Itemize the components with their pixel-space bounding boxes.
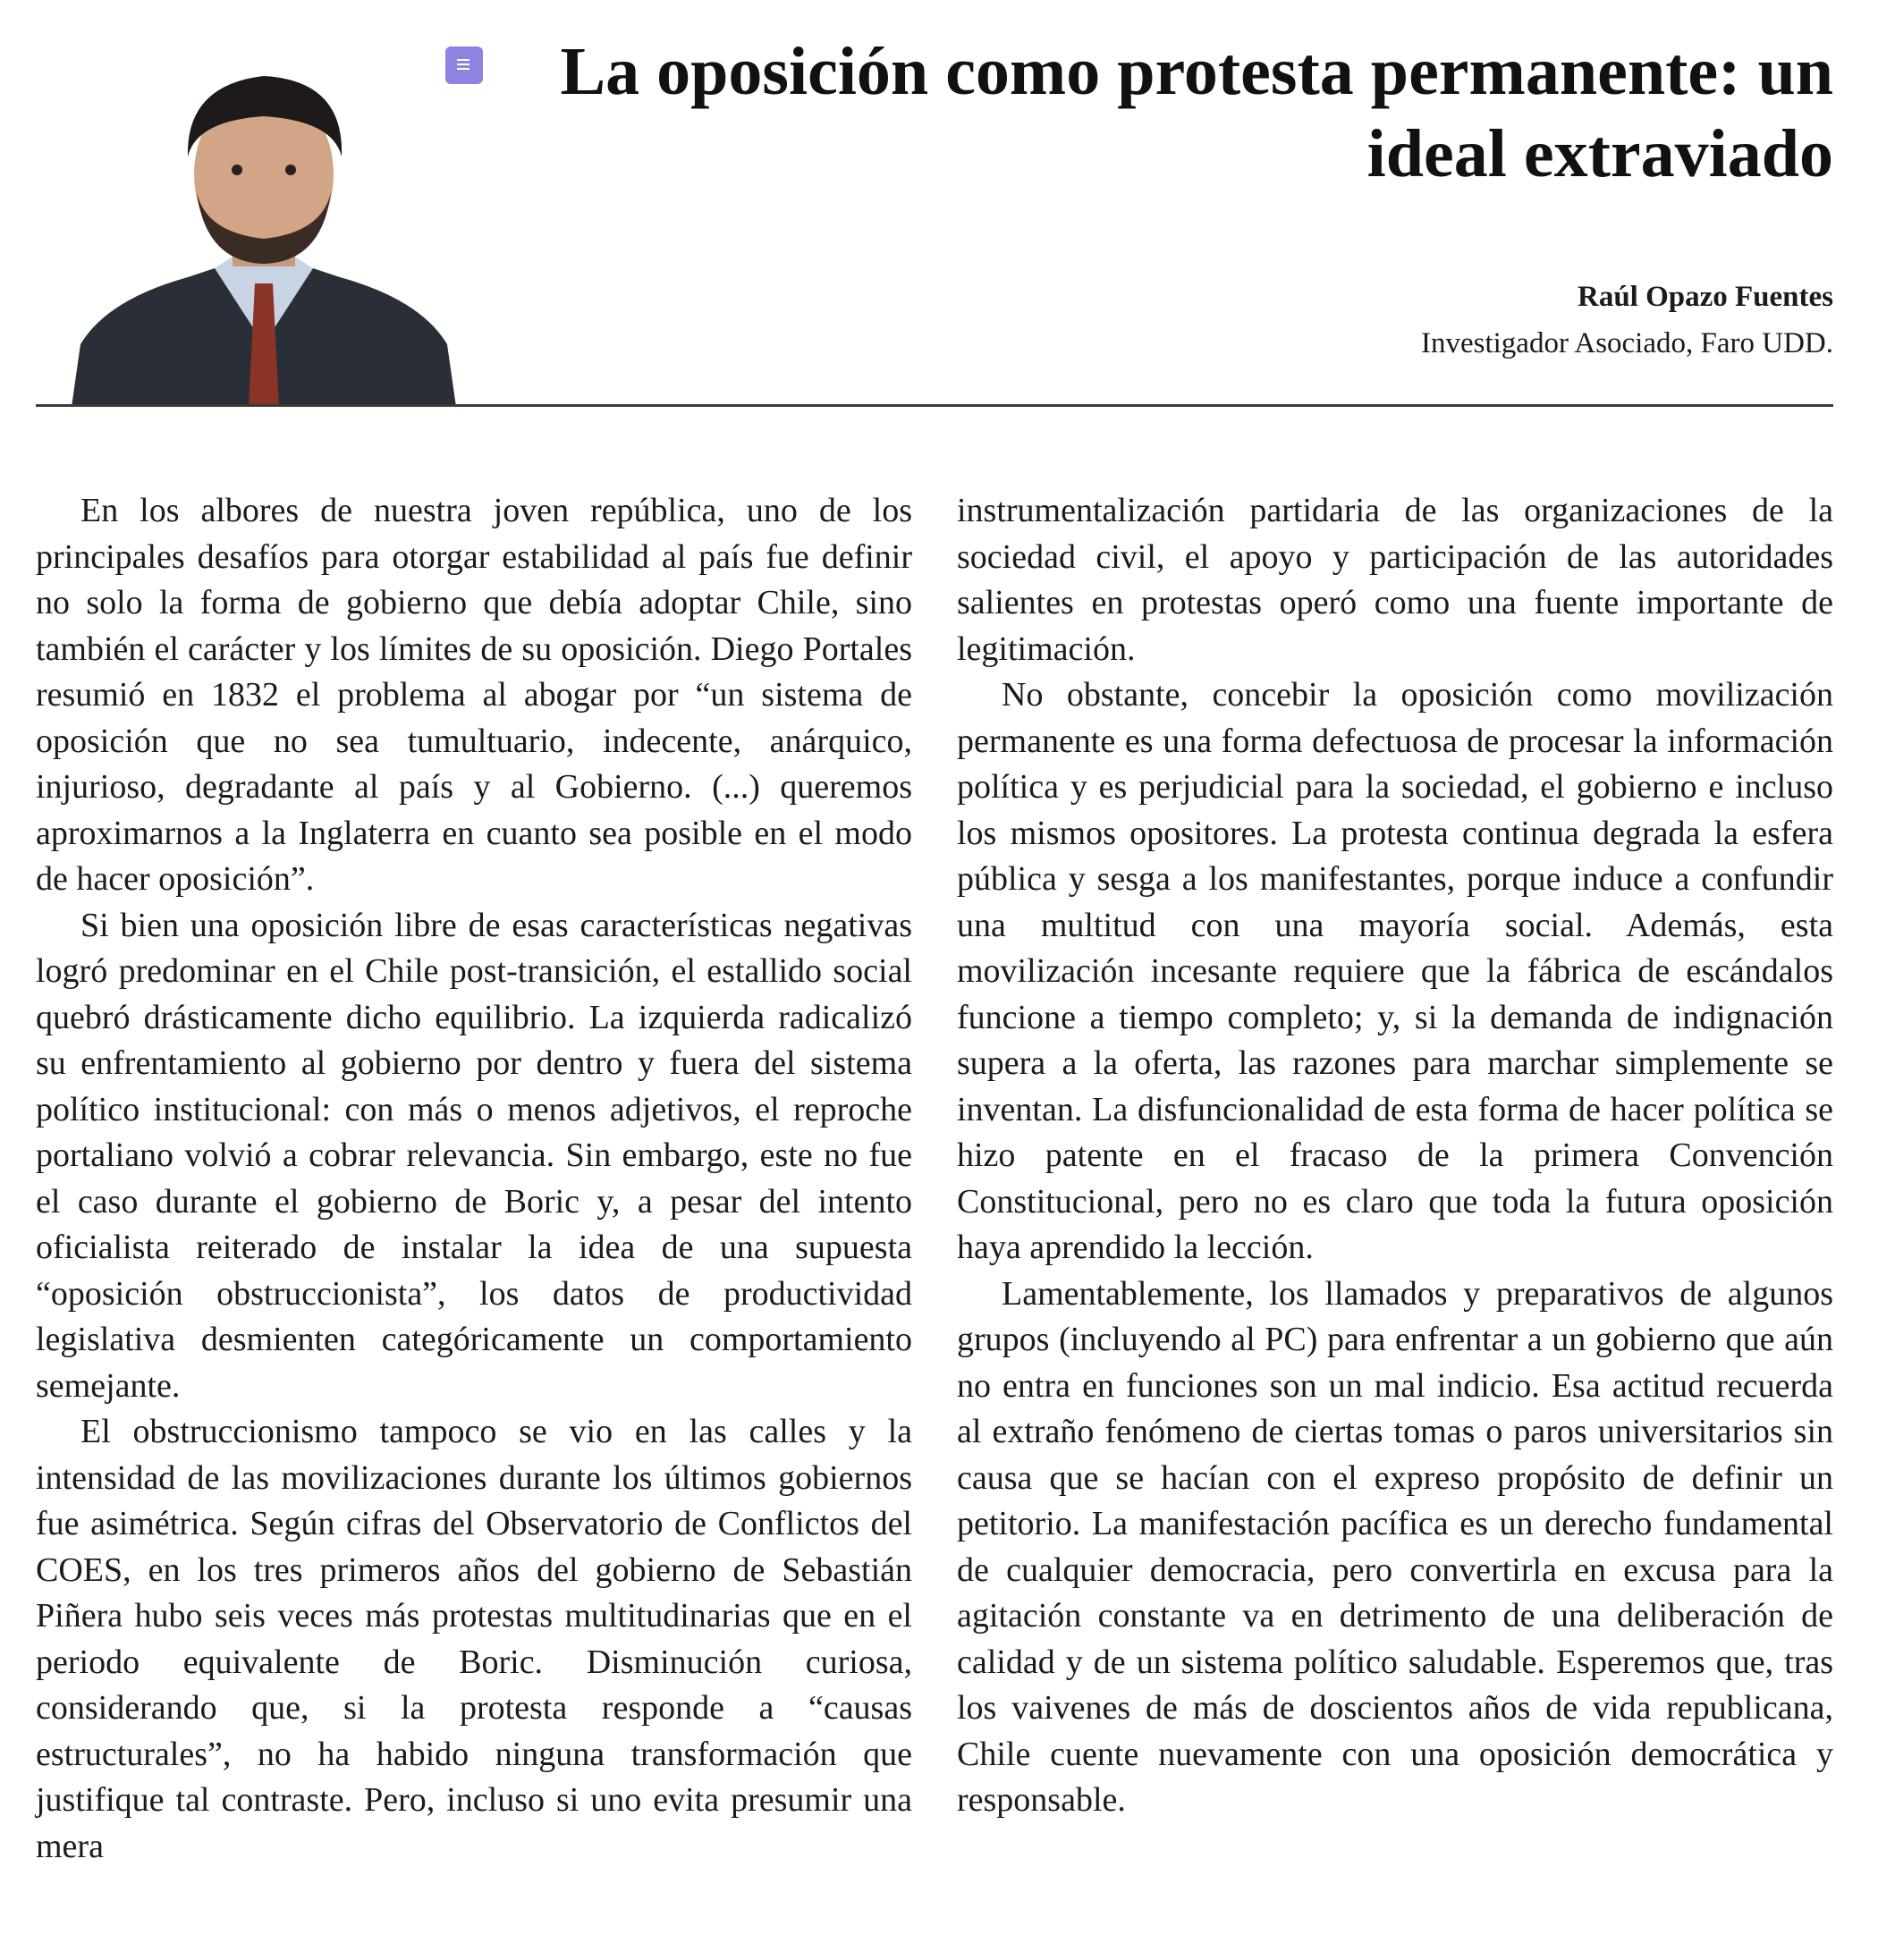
paragraph: instrumentalización partidaria de las organizaciones de la sociedad civil, el apoyo y participación de las autoridades salientes en protestas operó como una fuente importante de legitimación. — [957, 492, 1833, 668]
paragraph: No obstante, concebir la oposición como movilización permanente es una forma defectuosa de procesar la información política y es perjudicial para la sociedad, el gobierno e incluso los mismos opositores. La protesta continua degrada la esfera pública y sesga a los manifestantes, porque induce a confundir una multitud con una mayoría social. Además, esta movilización incesante requiere que la fábrica de escándalos funcione a tiempo completo; y, si la demanda de indignación supera a la oferta, las razones para marchar simplemente se inventan. La disfuncionalidad de esta forma de hacer política se hizo patente en el fracaso de la primera Convención Constitucional, pero no es claro que toda la futura oposición haya aprendido la lección. — [957, 676, 1833, 1266]
paragraph: En los albores de nuestra joven república, uno de los principales desafíos para otorgar estabilidad al país fue definir no solo la forma de gobierno que debía adoptar Chile, sino también el carácter y los límites de su oposición. Diego Portales resumió en 1832 el problema al abogar por “un sistema de oposición que no sea tumultuario, indecente, anárquico, injurioso, degradante al país y al Gobierno. (...) queremos aproximarnos a la Inglaterra en cuanto sea posible en el modo de hacer oposición”. — [36, 492, 912, 898]
header-divider — [36, 404, 1833, 407]
portrait-eye-right — [285, 165, 296, 175]
author-name: Raúl Opazo Fuentes — [1577, 281, 1833, 313]
author-portrait — [72, 49, 456, 407]
article-headline: La oposición como protesta permanente: un ideal extraviado — [560, 34, 1833, 191]
document-icon[interactable] — [445, 46, 483, 84]
article-column-left — [36, 488, 912, 1870]
portrait-eye-left — [232, 165, 242, 175]
author-affiliation: Investigador Asociado, Faro UDD. — [1420, 327, 1833, 359]
article-column-right — [957, 488, 1833, 1824]
paragraph: Si bien una oposición libre de esas características negativas logró predominar en el Chile post-transición, el estallido social quebró drásticamente dicho equilibrio. La izquierda radicalizó su enfrentamiento al gobierno por dentro y fuera del sistema político institucional: con más o menos adjetivos, el reproche portaliano volvió a cobrar relevancia. Sin embargo, este no fue el caso durante el gobierno de Boric y, a pesar del intento oficialista reiterado de instalar la idea de una supuesta “oposición obstruccionista”, los datos de productividad legislativa desmienten categóricamente un comportamiento semejante. — [36, 906, 912, 1405]
paragraph: El obstruccionismo tampoco se vio en las calles y la intensidad de las movilizaciones durante los últimos gobiernos fue asimétrica. Según cifras del Observatorio de Conflictos del COES, en los tres primeros años del gobierno de Sebastián Piñera hubo seis veces más protestas multitudinarias que en el periodo equivalente de Boric. Disminución curiosa, considerando que, si la protesta responde a “causas estructurales”, no ha habido ninguna transformación que justifique tal contraste. Pero, incluso si uno evita presumir una mera — [36, 1413, 912, 1865]
paragraph: Lamentablemente, los llamados y preparativos de algunos grupos (incluyendo al PC) para enfrentar a un gobierno que aún no entra en funciones son un mal indicio. Esa actitud recuerda al extraño fenómeno de ciertas tomas o paros universitarios sin causa que se hacían con el expreso propósito de definir un petitorio. La manifestación pacífica es un derecho fundamental de cualquier democracia, pero convertirla en excusa para la agitación constante va en detrimento de una deliberación de calidad y de un sistema político saludable. Esperemos que, tras los vaivenes de más de doscientos años de vida republicana, Chile cuente nuevamente con una oposición democrática y responsable. — [957, 1274, 1833, 1819]
